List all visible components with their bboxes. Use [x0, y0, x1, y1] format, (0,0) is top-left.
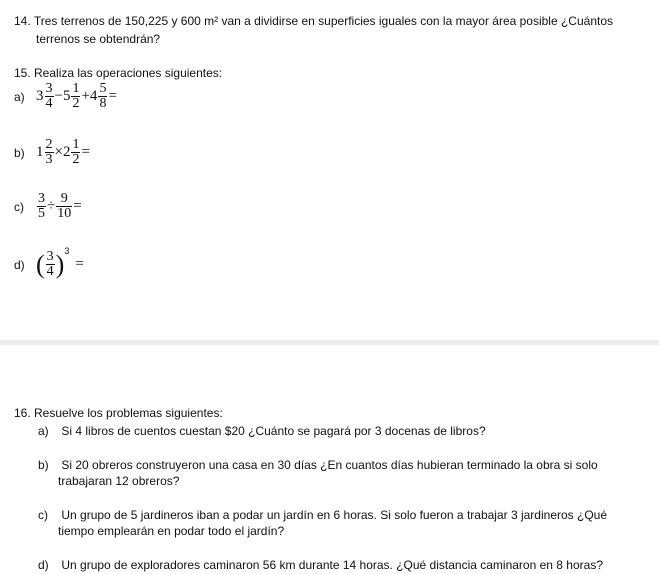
q15-c-label: c)	[14, 199, 24, 214]
q15-b-equals: =	[81, 144, 90, 160]
q15-d-close-paren: )	[55, 249, 65, 279]
q16-c-text-line2: tiempo emplearán en podar todo el jardín?	[58, 524, 285, 538]
q15-a-label: a)	[14, 89, 25, 104]
q15-a-frac3: $\frac{5}{8}$	[99, 81, 107, 111]
q15-b-op1: ×2	[54, 144, 71, 160]
q14-text-line1: Tres terrenos de 150,225 y 600 m² van a dividirse en superficies iguales con la mayor área posible ¿Cuántos	[33, 14, 614, 28]
q15-c-op1: ÷	[47, 198, 56, 214]
q15-c-equals: =	[73, 198, 82, 214]
q15-header: 15. Realiza las operaciones siguientes:	[14, 66, 223, 80]
q15-d-label: d)	[14, 257, 25, 272]
q15-item-c	[14, 192, 82, 221]
q15-d-frac1: $\frac{3}{4}$	[46, 249, 54, 279]
q16-item-d	[38, 556, 603, 574]
q16-b-label: b)	[38, 458, 49, 472]
q16-d-label: d)	[38, 558, 49, 572]
q16-item-a	[38, 422, 486, 440]
q16-header: 16. Resuelve los problemas siguientes:	[14, 406, 223, 420]
q16-c-text-line1: Un grupo de 5 jardineros iban a podar un jardín en 6 horas. Si solo fueron a trabajar 3 jardineros ¿Qué	[61, 508, 608, 522]
q15-item-d	[14, 245, 84, 279]
q15-d-exponent: 3	[64, 245, 70, 256]
q15-item-b	[14, 138, 90, 167]
q15-c-frac2: $\frac{9}{10}$	[57, 191, 72, 221]
q15-d-open-paren: (	[36, 249, 45, 279]
q16-c-label: c)	[38, 508, 48, 522]
q14-number: 14.	[14, 14, 31, 28]
q15-b-whole1: 1	[36, 144, 44, 160]
q15-b-frac2: $\frac{1}{2}$	[72, 137, 80, 167]
q16-d-text: Un grupo de exploradores caminaron 56 km durante 14 horas. ¿Qué distancia caminaron en 8 horas?	[61, 558, 603, 572]
q15-a-frac1: $\frac{3}{4}$	[45, 81, 53, 111]
q15-c-frac1: $\frac{3}{5}$	[38, 191, 45, 221]
q15-b-label: b)	[14, 145, 25, 160]
q16-a-label: a)	[38, 424, 49, 438]
q16-a-text: Si 4 libros de cuentos cuestan $20 ¿Cuánto se pagará por 3 docenas de libros?	[61, 424, 486, 438]
q15-d-equals: =	[75, 256, 84, 272]
q15-a-frac2: $\frac{1}{2}$	[72, 81, 80, 111]
q15-a-op1: −5	[54, 88, 71, 104]
q15-a-equals: =	[108, 88, 117, 104]
q14-line1	[14, 12, 613, 30]
q16-b-text-line1: Si 20 obreros construyeron una casa en 30 días ¿En cuantos días hubieran terminado la obra si solo	[61, 458, 598, 472]
q15-b-frac1: $\frac{2}{3}$	[45, 137, 53, 167]
q15-a-op2: +4	[81, 88, 98, 104]
q16-b-text-line2: trabajaran 12 obreros?	[58, 474, 180, 488]
page-divider	[0, 340, 659, 345]
q15-a-whole1: 3	[36, 88, 44, 104]
q14-text-line2: terrenos se obtendrán?	[36, 32, 161, 46]
q15-item-a	[14, 82, 117, 111]
